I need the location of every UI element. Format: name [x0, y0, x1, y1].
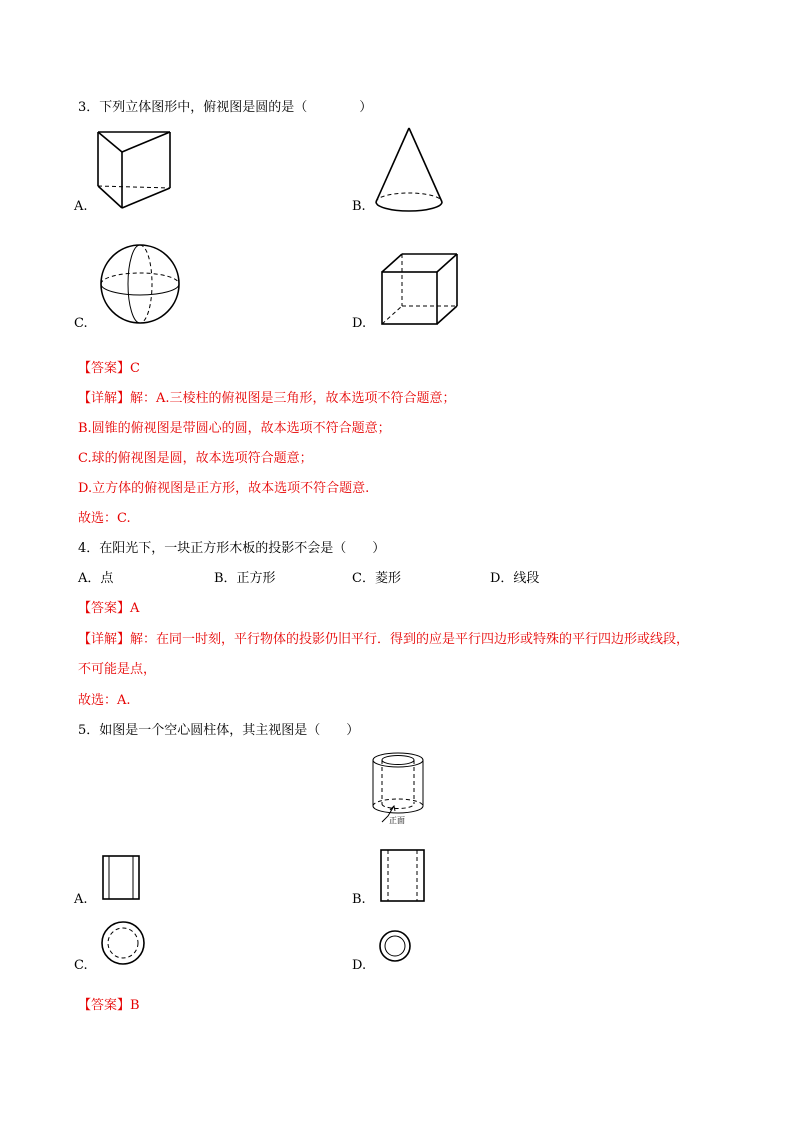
- q3-detail-line-4: D.立方体的俯视图是正方形，故本选项不符合题意.: [78, 481, 370, 496]
- detail-label: 【详解】: [78, 391, 131, 406]
- q3-option-d-label: D.: [352, 316, 367, 331]
- answer-value: C: [130, 361, 140, 376]
- detail-text: 解：A.三棱柱的俯视图是三角形，故本选项不符合题意；: [130, 391, 456, 406]
- q5-option-c-label: C.: [74, 958, 88, 973]
- q3-detail-line-3: C.球的俯视图是圆，故本选项符合题意；: [78, 451, 313, 466]
- answer-label: 【答案】: [78, 601, 131, 616]
- q3-answer: [78, 361, 140, 377]
- q3-conclusion: 故选：C.: [78, 511, 131, 526]
- q4-option-d: D．线段: [490, 571, 540, 586]
- q3-option-c-label: C.: [74, 316, 88, 331]
- option-d-figure: [378, 929, 414, 965]
- answer-value: A: [130, 601, 140, 616]
- q3-detail-line-2: B.圆锥的俯视图是带圆心的圆，故本选项不符合题意；: [78, 421, 391, 436]
- q3-option-a-label: A.: [74, 199, 88, 214]
- triangular-prism-figure: [95, 128, 175, 213]
- q4-option-c: C．菱形: [352, 571, 401, 586]
- answer-value: B: [130, 998, 140, 1013]
- q4-detail-line-1: [78, 632, 689, 648]
- q4-answer: [78, 601, 139, 617]
- q3-detail-line-1: [78, 391, 456, 407]
- detail-text: 解：在同一时刻，平行物体的投影仍旧平行．得到的应是平行四边形或特殊的平行四边形或线段，: [130, 632, 690, 647]
- q5-option-a-label: A.: [74, 892, 88, 907]
- q4-option-a: A．点: [78, 571, 114, 586]
- q5-option-b-label: B.: [352, 892, 366, 907]
- front-view-label: 正面: [389, 816, 405, 825]
- q3-stem: 3．下列立体图形中，俯视图是圆的是（ ）: [78, 100, 373, 115]
- q5-stem: 5．如图是一个空心圆柱体，其主视图是（ ）: [78, 723, 360, 738]
- q4-stem: 4．在阳光下，一块正方形木板的投影不会是（ ）: [78, 541, 386, 556]
- cube-figure: [378, 252, 462, 328]
- answer-label: 【答案】: [78, 998, 131, 1013]
- q5-answer: [78, 998, 140, 1014]
- q4-option-b: B．正方形: [214, 571, 276, 586]
- option-a-figure: [102, 855, 142, 901]
- cone-figure: [374, 126, 444, 214]
- option-b-figure: [380, 849, 426, 903]
- sphere-figure: [99, 243, 181, 325]
- option-c-figure: [100, 920, 148, 968]
- q3-option-b-label: B.: [352, 199, 366, 214]
- detail-label: 【详解】: [78, 632, 131, 647]
- q4-detail-line-2: 不可能是点，: [78, 662, 157, 677]
- q4-conclusion: 故选：A.: [78, 693, 131, 708]
- q5-option-d-label: D.: [352, 958, 367, 973]
- answer-label: 【答案】: [78, 361, 131, 376]
